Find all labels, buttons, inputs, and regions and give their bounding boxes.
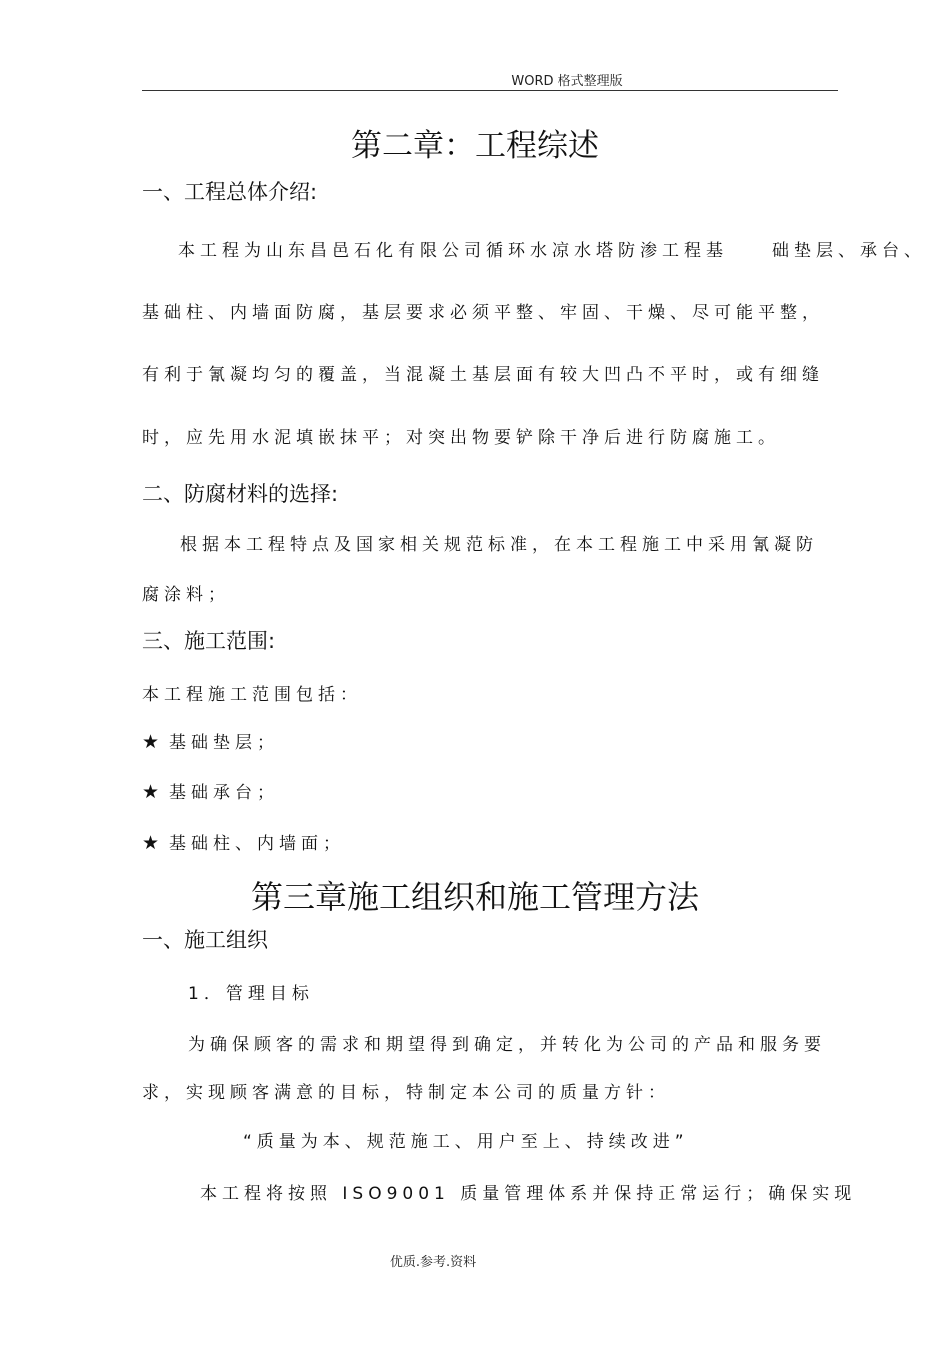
section-heading-materials: 二、防腐材料的选择:: [142, 482, 339, 506]
paragraph-line: 本工程将按照 ISO9001 质量管理体系并保持正常运行；确保实现: [200, 1184, 857, 1204]
page-footer: 优质.参考.资料: [389, 1255, 477, 1270]
list-item-text: 基础柱、内墙面；: [169, 834, 346, 854]
section-heading-scope: 三、施工范围:: [142, 629, 276, 653]
list-item: [142, 728, 279, 753]
list-item: [142, 829, 345, 854]
paragraph-line: 腐涂料；: [142, 585, 230, 605]
chapter-2-title: 第二章：工程综述: [351, 128, 599, 164]
paragraph-line: 时，应先用水泥填嵌抹平；对突出物要铲除干净后进行防腐施工。: [142, 428, 780, 448]
paragraph-line: 基础柱、内墙面防腐，基层要求必须平整、牢固、干燥、尽可能平整，: [142, 303, 824, 323]
paragraph-line: 有利于氰凝均匀的覆盖，当混凝土基层面有较大凹凸不平时，或有细缝: [142, 365, 824, 385]
paragraph-line: 为确保顾客的需求和期望得到确定，并转化为公司的产品和服务要: [188, 1035, 826, 1055]
section-heading-organization: 一、施工组织: [142, 928, 268, 952]
paragraph-line: 本工程为山东昌邑石化有限公司循环水凉水塔防渗工程基 础垫层、承台、: [178, 241, 926, 261]
paragraph-line: 求，实现顾客满意的目标，特制定本公司的质量方针：: [142, 1083, 670, 1103]
list-item-text: 基础承台；: [169, 783, 280, 803]
star-icon: ★: [142, 832, 160, 854]
chapter-3-title: 第三章施工组织和施工管理方法: [250, 878, 699, 916]
subheading-management-goal: 1．管理目标: [188, 984, 314, 1004]
paragraph-line: 根据本工程特点及国家相关规范标准，在本工程施工中采用氰凝防: [180, 535, 818, 555]
header-divider: [142, 90, 838, 91]
star-icon: ★: [142, 731, 160, 753]
quality-policy-quote: “质量为本、规范施工、用户至上、持续改进”: [243, 1132, 689, 1152]
star-icon: ★: [142, 781, 160, 803]
scope-intro: 本工程施工范围包括：: [142, 685, 362, 705]
list-item: [142, 778, 279, 803]
list-item-text: 基础垫层；: [169, 733, 280, 753]
section-heading-overview: 一、工程总体介绍:: [142, 180, 318, 204]
page-header: WORD 格式整理版: [511, 74, 623, 89]
